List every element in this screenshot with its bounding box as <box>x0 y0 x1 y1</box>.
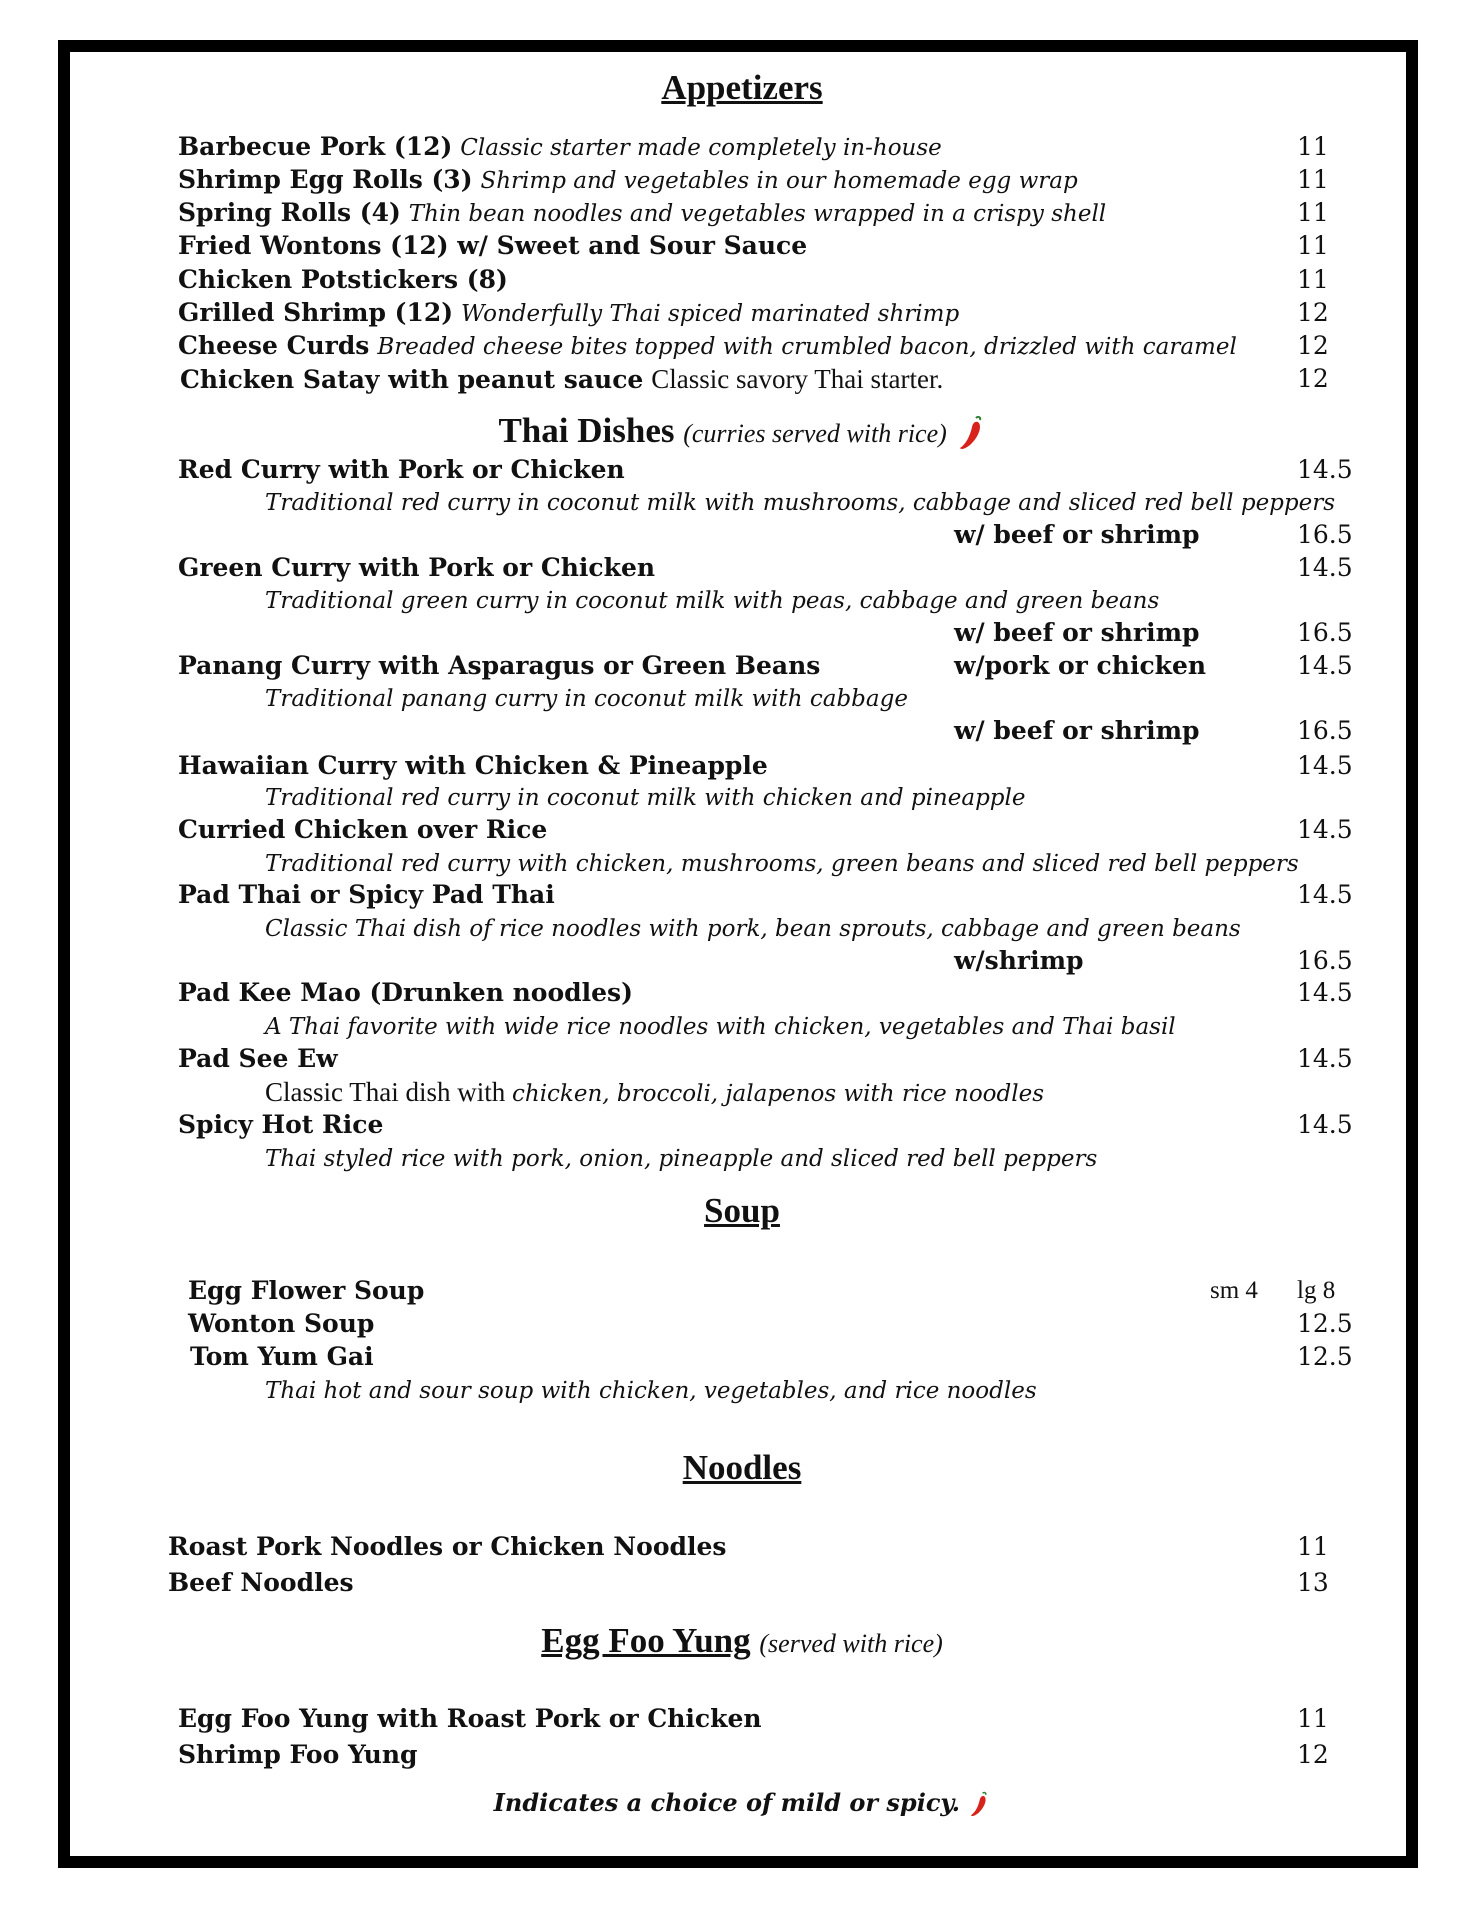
appetizer-item: Cheese Curds Breaded cheese bites topped with crumbled bacon, drizzled with caramel <box>178 331 1237 360</box>
thai-item-option-price: 16.5 <box>1297 716 1353 745</box>
foo-yung-item-name: Egg Foo Yung with Roast Pork or Chicken <box>178 1704 762 1733</box>
appetizer-price: 11 <box>1297 265 1329 294</box>
thai-item-name: Pad See Ew <box>178 1044 338 1073</box>
noodle-item-price: 13 <box>1297 1568 1329 1597</box>
appetizer-price: 12 <box>1297 364 1329 393</box>
thai-item-desc: Thai styled rice with pork, onion, pineapple and sliced red bell peppers <box>265 1146 1098 1172</box>
appetizer-price: 12 <box>1297 331 1329 360</box>
thai-item-option: w/ beef or shrimp <box>954 618 1200 647</box>
appetizer-item: Chicken Potstickers (8) <box>178 265 508 294</box>
thai-item-desc: A Thai favorite with wide rice noodles with chicken, vegetables and Thai basil <box>265 1014 1176 1040</box>
thai-item-price: 14.5 <box>1297 455 1353 484</box>
noodle-item-name: Beef Noodles <box>168 1568 354 1597</box>
egg-foo-yung-heading: Egg Foo Yung (served with rice) <box>541 1621 943 1660</box>
thai-item-name: Pad Kee Mao (Drunken noodles) <box>178 978 633 1007</box>
appetizers-heading: Appetizers <box>661 68 823 107</box>
thai-item-desc: Traditional panang curry in coconut milk with cabbage <box>265 686 908 712</box>
thai-item-option-price: 16.5 <box>1297 520 1353 549</box>
thai-item-desc: Traditional red curry with chicken, mushrooms, green beans and sliced red bell peppers <box>265 851 1299 877</box>
appetizer-price: 11 <box>1297 231 1329 260</box>
thai-item-name: Spicy Hot Rice <box>178 1110 384 1139</box>
soup-item-name: Wonton Soup <box>188 1309 375 1338</box>
soup-item-name: Egg Flower Soup <box>188 1276 425 1305</box>
thai-item-option: w/shrimp <box>954 946 1084 975</box>
foo-yung-item-price: 12 <box>1297 1740 1329 1769</box>
thai-item-desc: Classic Thai dish with chicken, broccoli, jalapenos with rice noodles <box>265 1077 1045 1107</box>
thai-item-option: w/ beef or shrimp <box>954 520 1200 549</box>
thai-item-desc: Traditional red curry in coconut milk with chicken and pineapple <box>265 785 1026 811</box>
thai-item-name: Pad Thai or Spicy Pad Thai <box>178 880 555 909</box>
thai-item-desc: Classic Thai dish of rice noodles with pork, bean sprouts, cabbage and green beans <box>265 916 1241 942</box>
thai-item-name: Green Curry with Pork or Chicken <box>178 553 656 582</box>
appetizer-price: 11 <box>1297 132 1329 161</box>
soup-item-desc: Thai hot and sour soup with chicken, vegetables, and rice noodles <box>265 1378 1037 1404</box>
thai-item-option: w/ beef or shrimp <box>954 716 1200 745</box>
soup-item-price: lg 8 <box>1297 1277 1336 1304</box>
thai-item-price: 14.5 <box>1297 751 1353 780</box>
chili-pepper-icon <box>968 1790 990 1820</box>
thai-item-name: Panang Curry with Asparagus or Green Beans <box>178 651 821 680</box>
thai-item-name: Red Curry with Pork or Chicken <box>178 455 625 484</box>
thai-dishes-heading: Thai Dishes (curries served with rice) <box>0 410 1484 455</box>
appetizer-price: 11 <box>1297 165 1329 194</box>
thai-item-price: 14.5 <box>1297 651 1353 680</box>
thai-item-name: Hawaiian Curry with Chicken & Pineapple <box>178 751 768 780</box>
thai-item-price: 14.5 <box>1297 553 1353 582</box>
soup-heading: Soup <box>704 1191 780 1230</box>
soup-item-name: Tom Yum Gai <box>190 1342 374 1371</box>
appetizer-item: Spring Rolls (4) Thin bean noodles and vegetables wrapped in a crispy shell <box>178 198 1107 227</box>
thai-item-price: 14.5 <box>1297 880 1353 909</box>
appetizer-price: 11 <box>1297 198 1329 227</box>
soup-item-price-small: sm 4 <box>1210 1277 1258 1304</box>
thai-item-price: 14.5 <box>1297 1044 1353 1073</box>
thai-item-price: 14.5 <box>1297 978 1353 1007</box>
appetizer-item: Barbecue Pork (12) Classic starter made completely in-house <box>178 132 942 161</box>
appetizer-item: Fried Wontons (12) w/ Sweet and Sour Sauce <box>178 231 808 260</box>
appetizer-price: 12 <box>1297 298 1329 327</box>
soup-item-price: 12.5 <box>1297 1342 1353 1371</box>
thai-item-option-price: 16.5 <box>1297 618 1353 647</box>
appetizer-item: Chicken Satay with peanut sauce Classic savory Thai starter. <box>180 364 944 394</box>
appetizer-item: Grilled Shrimp (12) Wonderfully Thai spiced marinated shrimp <box>178 298 960 327</box>
foo-yung-item-name: Shrimp Foo Yung <box>178 1740 418 1769</box>
thai-item-name: Curried Chicken over Rice <box>178 815 548 844</box>
thai-item-desc: Traditional green curry in coconut milk with peas, cabbage and green beans <box>265 588 1160 614</box>
spicy-legend: Indicates a choice of mild or spicy. <box>0 1788 1484 1820</box>
soup-item-price: 12.5 <box>1297 1309 1353 1338</box>
thai-item-inline-option: w/pork or chicken <box>954 651 1207 680</box>
foo-yung-item-price: 11 <box>1297 1704 1329 1733</box>
thai-item-price: 14.5 <box>1297 815 1353 844</box>
chili-pepper-icon <box>956 414 986 454</box>
noodle-item-name: Roast Pork Noodles or Chicken Noodles <box>168 1532 727 1561</box>
appetizer-item: Shrimp Egg Rolls (3) Shrimp and vegetables in our homemade egg wrap <box>178 165 1078 194</box>
noodles-heading: Noodles <box>682 1448 802 1487</box>
thai-item-option-price: 16.5 <box>1297 946 1353 975</box>
noodle-item-price: 11 <box>1297 1532 1329 1561</box>
thai-item-desc: Traditional red curry in coconut milk with mushrooms, cabbage and sliced red bell peppers <box>265 490 1336 516</box>
thai-item-price: 14.5 <box>1297 1110 1353 1139</box>
